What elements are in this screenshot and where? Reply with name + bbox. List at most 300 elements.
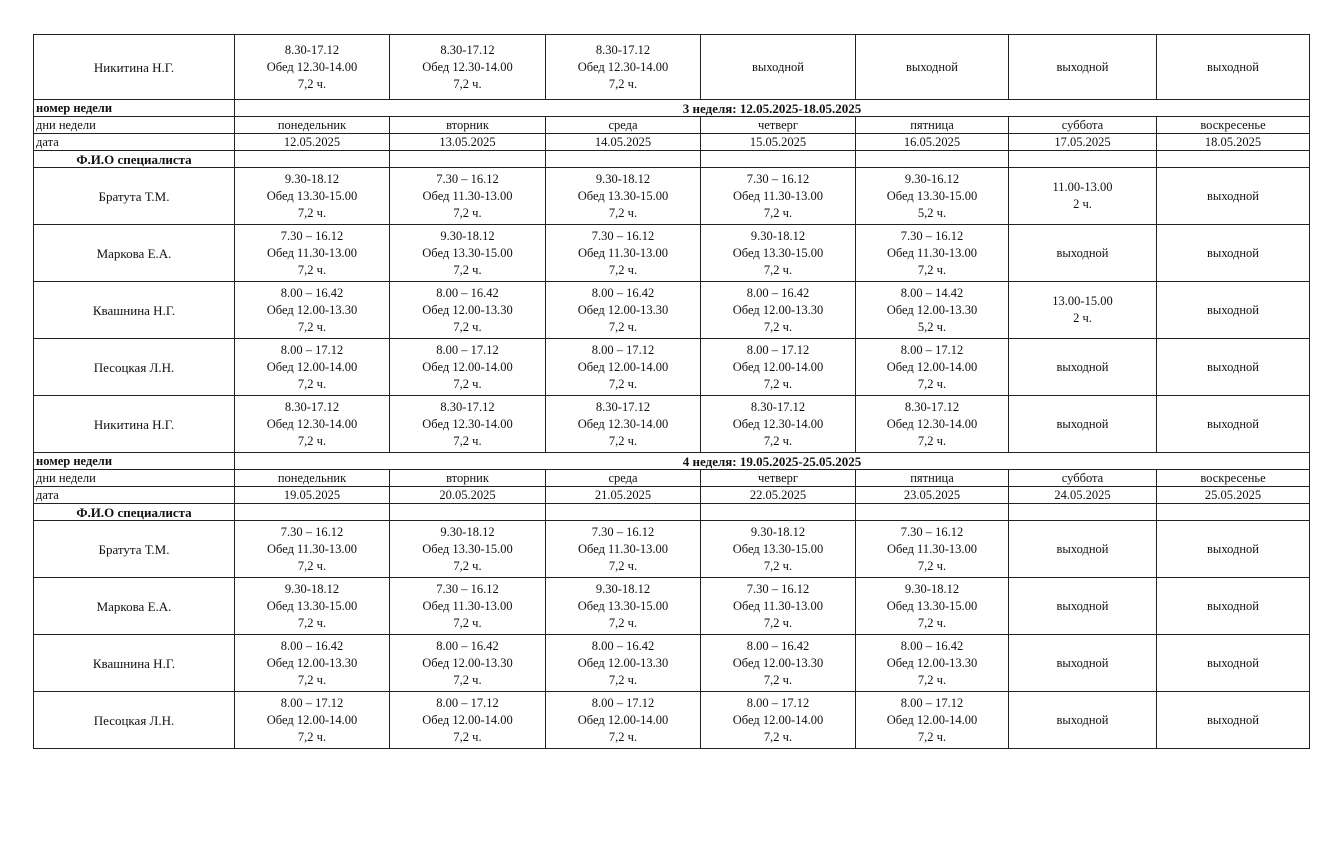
lunch-break: Обед 13.30-15.00	[577, 188, 669, 203]
shift-cell	[1157, 521, 1310, 578]
shift-duration: 7,2 ч.	[917, 376, 947, 391]
shift-duration: 7,2 ч.	[608, 433, 638, 448]
shift-hours: 9.30-18.12	[284, 171, 340, 186]
date-cell: 15.05.2025	[701, 134, 856, 151]
shift-duration: 7,2 ч.	[917, 672, 947, 687]
date-cell: 17.05.2025	[1009, 134, 1157, 151]
employee-name: Братута Т.М.	[34, 521, 235, 578]
date-cell: 16.05.2025	[856, 134, 1009, 151]
employee-row	[34, 282, 1310, 339]
date-cell: 13.05.2025	[390, 134, 546, 151]
weekday-name: четверг	[701, 117, 856, 134]
shift-cell	[1157, 35, 1310, 100]
shift-duration: 7,2 ч.	[297, 729, 327, 744]
lunch-break: Обед 12.30-14.00	[732, 416, 824, 431]
shift-duration: 7,2 ч.	[763, 615, 793, 630]
shift-cell	[1157, 339, 1310, 396]
employee-row	[34, 225, 1310, 282]
shift-duration: 2 ч.	[1073, 197, 1092, 211]
employee-row	[34, 578, 1310, 635]
weekday-name: суббота	[1009, 470, 1157, 487]
shift-cell	[701, 578, 856, 635]
lunch-break: Обед 12.30-14.00	[577, 416, 669, 431]
shift-hours: 8.30-17.12	[595, 399, 651, 414]
shift-duration: 7,2 ч.	[763, 319, 793, 334]
shift-hours: 7.30 – 16.12	[280, 228, 344, 243]
weekday-name: пятница	[856, 117, 1009, 134]
shift-duration: 5,2 ч.	[917, 205, 947, 220]
shift-cell	[1009, 168, 1157, 225]
empty-cell	[546, 504, 701, 521]
shift-cell	[546, 35, 701, 100]
employee-name: Песоцкая Л.Н.	[34, 692, 235, 749]
dates-row	[34, 134, 1310, 151]
lunch-break: Обед 12.00-13.30	[266, 655, 358, 670]
shift-cell	[701, 225, 856, 282]
shift-cell	[701, 396, 856, 453]
shift-duration: 7,2 ч.	[453, 615, 482, 630]
shift-hours: 8.30-17.12	[904, 399, 960, 414]
shift-duration: 7,2 ч.	[763, 376, 793, 391]
shift-cell	[390, 225, 546, 282]
shift-cell	[1009, 396, 1157, 453]
shift-hours: выходной	[1056, 541, 1109, 556]
lunch-break: Обед 12.00-14.00	[732, 712, 824, 727]
shift-cell	[390, 692, 546, 749]
shift-cell	[235, 635, 390, 692]
fio-label: Ф.И.О специалиста	[34, 151, 235, 168]
lunch-break: Обед 12.30-14.00	[886, 416, 978, 431]
shift-hours: 7.30 – 16.12	[280, 524, 344, 539]
lunch-break: Обед 11.30-13.00	[886, 541, 978, 556]
shift-hours: 9.30-18.12	[440, 524, 495, 539]
shift-duration: 7,2 ч.	[917, 729, 947, 744]
employee-name: Никитина Н.Г.	[34, 396, 235, 453]
shift-hours: 7.30 – 16.12	[591, 524, 655, 539]
lunch-break: Обед 12.00-13.30	[422, 302, 513, 317]
lunch-break: Обед 13.30-15.00	[577, 598, 669, 613]
lunch-break: Обед 12.30-14.00	[266, 59, 358, 74]
shift-hours: 8.30-17.12	[440, 42, 495, 57]
shift-hours: 8.00 – 16.42	[436, 285, 499, 300]
date-cell: 22.05.2025	[701, 487, 856, 504]
lunch-break: Обед 12.00-14.00	[422, 359, 513, 374]
empty-cell	[546, 151, 701, 168]
shift-duration: 7,2 ч.	[608, 262, 638, 277]
shift-hours: 9.30-18.12	[750, 524, 806, 539]
employee-name: Маркова Е.А.	[34, 225, 235, 282]
shift-cell	[856, 35, 1009, 100]
lunch-break: Обед 13.30-15.00	[886, 598, 978, 613]
fio-header-row	[34, 504, 1310, 521]
shift-cell	[1157, 635, 1310, 692]
schedule-body	[34, 35, 1310, 749]
lunch-break: Обед 11.30-13.00	[886, 245, 978, 260]
shift-hours: 8.00 – 16.42	[591, 285, 655, 300]
week-title: 4 неделя: 19.05.2025-25.05.2025	[235, 453, 1310, 470]
shift-duration: 7,2 ч.	[297, 433, 327, 448]
shift-duration: 7,2 ч.	[297, 615, 327, 630]
shift-cell	[235, 692, 390, 749]
shift-cell	[1009, 339, 1157, 396]
shift-cell	[1009, 35, 1157, 100]
lunch-break: Обед 12.00-13.30	[732, 655, 824, 670]
shift-hours: 7.30 – 16.12	[746, 171, 810, 186]
shift-cell	[546, 692, 701, 749]
shift-duration: 7,2 ч.	[917, 615, 947, 630]
shift-cell	[235, 168, 390, 225]
shift-hours: 8.00 – 17.12	[746, 695, 810, 710]
shift-hours: 8.00 – 17.12	[591, 695, 655, 710]
shift-cell	[390, 396, 546, 453]
shift-cell	[1157, 282, 1310, 339]
lunch-break: Обед 12.00-13.30	[577, 302, 669, 317]
shift-duration: 7,2 ч.	[297, 262, 327, 277]
shift-cell	[856, 168, 1009, 225]
shift-hours: 7.30 – 16.12	[900, 524, 964, 539]
lunch-break: Обед 12.30-14.00	[422, 59, 513, 74]
shift-hours: выходной	[1207, 59, 1259, 74]
shift-duration: 7,2 ч.	[917, 262, 947, 277]
lunch-break: Обед 13.30-15.00	[732, 541, 824, 556]
shift-hours: 13.00-15.00	[1052, 294, 1113, 308]
shift-duration: 7,2 ч.	[608, 76, 638, 91]
date-cell: 19.05.2025	[235, 487, 390, 504]
shift-cell	[546, 521, 701, 578]
date-cell: 23.05.2025	[856, 487, 1009, 504]
shift-duration: 7,2 ч.	[453, 433, 482, 448]
shift-hours: 8.30-17.12	[284, 399, 340, 414]
shift-hours: 9.30-18.12	[904, 581, 960, 596]
shift-cell	[701, 635, 856, 692]
lunch-break: Обед 12.00-14.00	[886, 359, 978, 374]
lunch-break: Обед 11.30-13.00	[266, 245, 358, 260]
weekdays-row	[34, 117, 1310, 134]
fio-label: Ф.И.О специалиста	[34, 504, 235, 521]
weekday-name: среда	[546, 117, 701, 134]
shift-duration: 7,2 ч.	[297, 205, 327, 220]
shift-hours: 8.00 – 16.42	[280, 285, 344, 300]
weekdays-row	[34, 470, 1310, 487]
lunch-break: Обед 12.00-14.00	[577, 359, 669, 374]
shift-cell	[546, 168, 701, 225]
lunch-break: Обед 11.30-13.00	[422, 188, 513, 203]
shift-cell	[856, 692, 1009, 749]
shift-cell	[546, 396, 701, 453]
date-cell: 21.05.2025	[546, 487, 701, 504]
shift-cell	[701, 282, 856, 339]
empty-cell	[1009, 504, 1157, 521]
weekday-name: воскресенье	[1157, 117, 1310, 134]
shift-hours: 7.30 – 16.12	[436, 581, 499, 596]
shift-cell	[856, 282, 1009, 339]
shift-hours: выходной	[1207, 655, 1259, 670]
shift-hours: 9.30-18.12	[750, 228, 806, 243]
shift-hours: 8.30-17.12	[595, 42, 651, 57]
shift-hours: выходной	[1056, 245, 1109, 260]
empty-cell	[235, 151, 390, 168]
lunch-break: Обед 12.00-13.30	[422, 655, 513, 670]
shift-hours: выходной	[906, 59, 958, 74]
shift-cell	[390, 35, 546, 100]
shift-duration: 7,2 ч.	[763, 558, 793, 573]
fio-header-row	[34, 151, 1310, 168]
shift-hours: 7.30 – 16.12	[746, 581, 810, 596]
shift-duration: 7,2 ч.	[453, 729, 482, 744]
shift-hours: 8.00 – 16.42	[746, 285, 810, 300]
week-number-row	[34, 100, 1310, 117]
date-label: дата	[34, 487, 235, 504]
dates-row	[34, 487, 1310, 504]
lunch-break: Обед 13.30-15.00	[422, 541, 513, 556]
date-cell: 18.05.2025	[1157, 134, 1310, 151]
shift-cell	[235, 339, 390, 396]
empty-cell	[856, 504, 1009, 521]
employee-row	[34, 521, 1310, 578]
employee-row	[34, 35, 1310, 100]
week-number-label: номер недели	[34, 100, 235, 117]
empty-cell	[1157, 504, 1310, 521]
shift-cell	[546, 225, 701, 282]
shift-cell	[701, 35, 856, 100]
empty-cell	[701, 504, 856, 521]
shift-hours: выходной	[1207, 359, 1259, 374]
shift-duration: 7,2 ч.	[608, 205, 638, 220]
shift-hours: выходной	[1056, 416, 1109, 431]
shift-cell	[856, 635, 1009, 692]
shift-hours: 9.30-18.12	[284, 581, 340, 596]
shift-cell	[1009, 225, 1157, 282]
date-cell: 12.05.2025	[235, 134, 390, 151]
shift-duration: 7,2 ч.	[763, 672, 793, 687]
shift-hours: 7.30 – 16.12	[900, 228, 964, 243]
shift-duration: 7,2 ч.	[297, 319, 327, 334]
shift-cell	[856, 396, 1009, 453]
week-title: 3 неделя: 12.05.2025-18.05.2025	[235, 100, 1310, 117]
lunch-break: Обед 12.30-14.00	[577, 59, 669, 74]
shift-cell	[235, 521, 390, 578]
date-cell: 20.05.2025	[390, 487, 546, 504]
employee-row	[34, 692, 1310, 749]
shift-hours: выходной	[1056, 598, 1109, 613]
weekday-name: среда	[546, 470, 701, 487]
shift-hours: 9.30-18.12	[595, 581, 651, 596]
lunch-break: Обед 13.30-15.00	[886, 188, 978, 203]
shift-hours: 8.00 – 16.42	[436, 638, 499, 653]
shift-hours: 8.00 – 17.12	[280, 695, 344, 710]
shift-duration: 7,2 ч.	[453, 205, 482, 220]
shift-hours: выходной	[1207, 302, 1259, 317]
shift-duration: 7,2 ч.	[608, 558, 638, 573]
shift-cell	[856, 339, 1009, 396]
lunch-break: Обед 12.00-13.30	[266, 302, 358, 317]
week-number-label: номер недели	[34, 453, 235, 470]
shift-duration: 7,2 ч.	[453, 76, 482, 91]
shift-duration: 7,2 ч.	[608, 729, 638, 744]
shift-cell	[546, 339, 701, 396]
shift-cell	[701, 692, 856, 749]
shift-hours: выходной	[1207, 245, 1259, 260]
weekday-name: четверг	[701, 470, 856, 487]
shift-cell	[390, 635, 546, 692]
shift-cell	[1157, 396, 1310, 453]
shift-hours: 11.00-13.00	[1052, 180, 1113, 194]
lunch-break: Обед 11.30-13.00	[732, 188, 824, 203]
shift-hours: 8.00 – 17.12	[280, 342, 344, 357]
lunch-break: Обед 13.30-15.00	[422, 245, 513, 260]
lunch-break: Обед 12.00-14.00	[266, 712, 358, 727]
weekday-name: понедельник	[235, 470, 390, 487]
shift-duration: 7,2 ч.	[297, 672, 327, 687]
shift-cell	[856, 521, 1009, 578]
shift-cell	[546, 578, 701, 635]
shift-cell	[1157, 578, 1310, 635]
lunch-break: Обед 12.00-13.30	[886, 302, 978, 317]
shift-duration: 7,2 ч.	[297, 76, 327, 91]
shift-duration: 7,2 ч.	[453, 319, 482, 334]
shift-duration: 7,2 ч.	[297, 376, 327, 391]
empty-cell	[390, 504, 546, 521]
shift-hours: 8.00 – 17.12	[746, 342, 810, 357]
shift-cell	[390, 339, 546, 396]
shift-cell	[390, 521, 546, 578]
weekday-name: вторник	[390, 117, 546, 134]
lunch-break: Обед 11.30-13.00	[577, 541, 669, 556]
shift-hours: 7.30 – 16.12	[591, 228, 655, 243]
shift-hours: 9.30-18.12	[440, 228, 495, 243]
lunch-break: Обед 11.30-13.00	[577, 245, 669, 260]
lunch-break: Обед 12.00-14.00	[266, 359, 358, 374]
employee-row	[34, 168, 1310, 225]
shift-hours: 8.00 – 17.12	[900, 695, 964, 710]
empty-cell	[390, 151, 546, 168]
shift-hours: выходной	[1207, 712, 1259, 727]
shift-hours: выходной	[1207, 598, 1259, 613]
shift-hours: 8.00 – 14.42	[900, 285, 964, 300]
employee-row	[34, 635, 1310, 692]
lunch-break: Обед 12.00-14.00	[422, 712, 513, 727]
shift-duration: 7,2 ч.	[763, 262, 793, 277]
date-cell: 25.05.2025	[1157, 487, 1310, 504]
empty-cell	[1009, 151, 1157, 168]
shift-cell	[235, 396, 390, 453]
shift-cell	[235, 35, 390, 100]
lunch-break: Обед 12.00-13.30	[577, 655, 669, 670]
shift-cell	[1157, 692, 1310, 749]
shift-hours: 9.30-16.12	[904, 171, 960, 186]
empty-cell	[235, 504, 390, 521]
work-schedule-table	[33, 34, 1310, 749]
shift-hours: 8.00 – 17.12	[900, 342, 964, 357]
weekdays-label: дни недели	[34, 117, 235, 134]
weekday-name: понедельник	[235, 117, 390, 134]
shift-hours: выходной	[1207, 188, 1259, 203]
lunch-break: Обед 12.00-14.00	[886, 712, 978, 727]
shift-cell	[390, 578, 546, 635]
employee-name: Квашнина Н.Г.	[34, 635, 235, 692]
weekday-name: пятница	[856, 470, 1009, 487]
shift-cell	[1157, 225, 1310, 282]
shift-cell	[1009, 578, 1157, 635]
date-cell: 14.05.2025	[546, 134, 701, 151]
lunch-break: Обед 11.30-13.00	[266, 541, 358, 556]
date-cell: 24.05.2025	[1009, 487, 1157, 504]
shift-hours: 8.30-17.12	[440, 399, 495, 414]
employee-name: Песоцкая Л.Н.	[34, 339, 235, 396]
lunch-break: Обед 11.30-13.00	[732, 598, 824, 613]
shift-cell	[856, 578, 1009, 635]
shift-hours: 8.00 – 16.42	[900, 638, 964, 653]
shift-duration: 7,2 ч.	[608, 376, 638, 391]
shift-cell	[1009, 635, 1157, 692]
shift-duration: 7,2 ч.	[763, 433, 793, 448]
shift-hours: 7.30 – 16.12	[436, 171, 499, 186]
shift-hours: выходной	[1056, 359, 1109, 374]
employee-name: Братута Т.М.	[34, 168, 235, 225]
shift-cell	[1009, 521, 1157, 578]
shift-duration: 7,2 ч.	[917, 558, 947, 573]
lunch-break: Обед 12.30-14.00	[422, 416, 513, 431]
shift-duration: 7,2 ч.	[763, 205, 793, 220]
employee-name: Квашнина Н.Г.	[34, 282, 235, 339]
shift-cell	[235, 282, 390, 339]
shift-hours: 9.30-18.12	[595, 171, 651, 186]
shift-duration: 7,2 ч.	[763, 729, 793, 744]
lunch-break: Обед 13.30-15.00	[732, 245, 824, 260]
shift-duration: 7,2 ч.	[608, 319, 638, 334]
empty-cell	[856, 151, 1009, 168]
lunch-break: Обед 12.00-14.00	[577, 712, 669, 727]
shift-hours: 8.00 – 17.12	[436, 342, 499, 357]
shift-duration: 7,2 ч.	[453, 262, 482, 277]
lunch-break: Обед 13.30-15.00	[266, 188, 358, 203]
shift-hours: выходной	[752, 59, 804, 74]
lunch-break: Обед 11.30-13.00	[422, 598, 513, 613]
shift-cell	[390, 282, 546, 339]
shift-cell	[546, 635, 701, 692]
lunch-break: Обед 12.00-13.30	[732, 302, 824, 317]
shift-cell	[390, 168, 546, 225]
shift-hours: выходной	[1207, 416, 1259, 431]
employee-row	[34, 396, 1310, 453]
shift-duration: 7,2 ч.	[453, 558, 482, 573]
shift-cell	[235, 578, 390, 635]
shift-cell	[701, 339, 856, 396]
shift-hours: выходной	[1056, 655, 1109, 670]
employee-name: Маркова Е.А.	[34, 578, 235, 635]
shift-duration: 7,2 ч.	[608, 672, 638, 687]
shift-hours: 8.00 – 17.12	[591, 342, 655, 357]
lunch-break: Обед 12.30-14.00	[266, 416, 358, 431]
shift-duration: 7,2 ч.	[453, 376, 482, 391]
lunch-break: Обед 12.00-13.30	[886, 655, 978, 670]
empty-cell	[1157, 151, 1310, 168]
shift-duration: 2 ч.	[1073, 311, 1092, 325]
lunch-break: Обед 13.30-15.00	[266, 598, 358, 613]
shift-hours: 8.00 – 16.42	[746, 638, 810, 653]
shift-duration: 7,2 ч.	[608, 615, 638, 630]
shift-duration: 5,2 ч.	[917, 319, 947, 334]
shift-cell	[701, 168, 856, 225]
shift-cell	[1157, 168, 1310, 225]
shift-cell	[701, 521, 856, 578]
date-label: дата	[34, 134, 235, 151]
shift-duration: 7,2 ч.	[297, 558, 327, 573]
shift-hours: выходной	[1056, 59, 1109, 74]
shift-cell	[235, 225, 390, 282]
shift-hours: выходной	[1207, 541, 1259, 556]
lunch-break: Обед 12.00-14.00	[732, 359, 824, 374]
